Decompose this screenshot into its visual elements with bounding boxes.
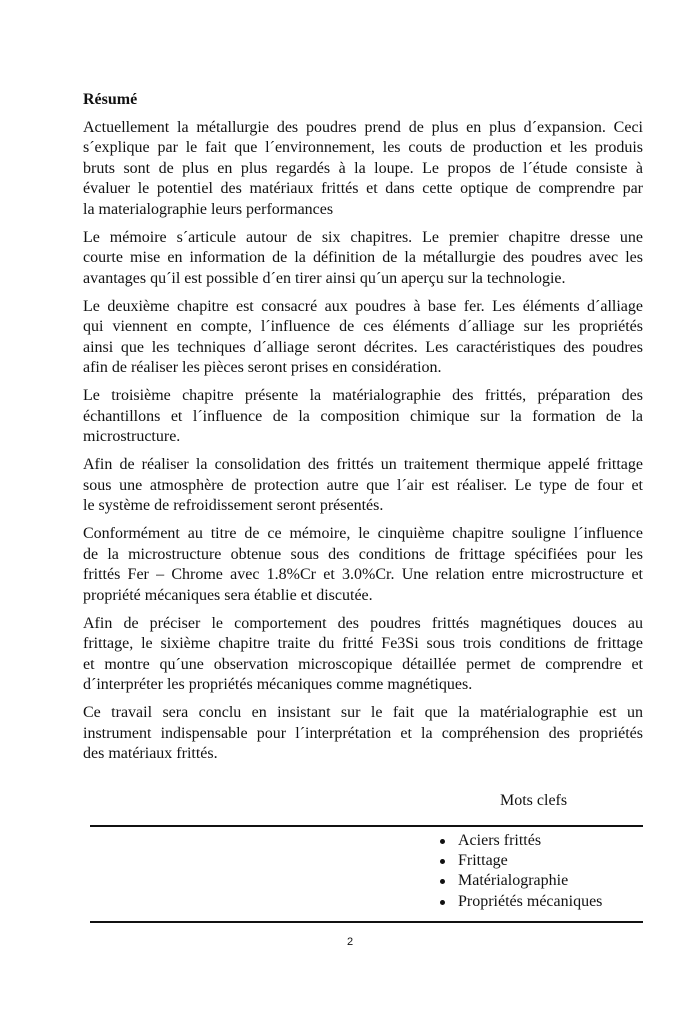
paragraph-line: Conformément au titre de ce mémoire, le cinquième chapitre souligne l´influence — [83, 525, 643, 542]
paragraph-line: microstructure. — [83, 428, 181, 445]
paragraph-line: échantillons et l´influence de la composition chimique sur la formation de la — [83, 407, 643, 425]
paragraph-line: la materialographie leurs performances — [83, 200, 334, 218]
abstract — [83, 90, 643, 772]
paragraph — [83, 297, 643, 379]
paragraph-line: Le troisième chapitre présente la matérialographie des frittés, préparation des — [83, 387, 643, 404]
paragraph-line: qui viennent en compte, l´influence de ces éléments d´alliage sur les propriétés — [83, 318, 643, 335]
paragraph — [83, 455, 643, 517]
paragraph-line: bruts sont de plus en plus regardés à la loupe. Le propos de l´étude consiste à — [83, 159, 643, 177]
paragraph-line: des matériaux frittés. — [83, 745, 218, 762]
paragraph-line: et montre qu´une observation microscopique détaillée permet de comprendre et — [83, 655, 643, 673]
divider-bottom — [90, 921, 643, 923]
paragraph-line: évaluer le potentiel des matériaux frittés et dans cette optique de comprendre par — [83, 180, 643, 197]
paragraph-line: Afin de réaliser la consolidation des frittés un traitement thermique appelé frittage — [83, 456, 643, 473]
divider-top — [90, 825, 643, 827]
paragraph — [83, 703, 643, 765]
page-number: 2 — [346, 936, 354, 948]
abstract-heading: Résumé — [83, 91, 138, 108]
paragraph-line: ainsi que les techniques d´alliage seront décrites. Les caractéristiques des poudres — [83, 338, 643, 356]
paragraph — [83, 118, 643, 221]
keyword-item: Aciers frittés — [440, 831, 602, 851]
paragraph-line: Ce travail sera conclu en insistant sur le fait que la matérialographie est un — [83, 704, 643, 721]
paragraph-line: le système de refroidissement seront présentés. — [83, 497, 384, 514]
abstract-body — [83, 118, 643, 765]
paragraph — [83, 524, 643, 606]
paragraph-line: propriété mécaniques sera établie et discutée. — [83, 586, 373, 604]
paragraph — [83, 386, 643, 448]
paragraph — [83, 614, 643, 696]
paragraph-line: Actuellement la métallurgie des poudres prend de plus en plus d´expansion. Ceci — [83, 118, 643, 136]
paragraph-line: Le deuxième chapitre est consacré aux poudres à base fer. Les éléments d´alliage — [83, 297, 643, 315]
keyword-item: Propriétés mécaniques — [440, 892, 602, 912]
paragraph-line: courte mise en information de la définition de la métallurgie des poudres avec les — [83, 249, 643, 266]
paragraph-line: frittés Fer – Chrome avec 1.8%Cr et 3.0%Cr. Une relation entre microstructure et — [83, 566, 643, 583]
paragraph-line: sous une atmosphère de protection autre que l´air est réaliser. Le type de four et — [83, 476, 643, 494]
paragraph-line: afin de réaliser les pièces seront prises en considération. — [83, 359, 442, 376]
paragraph — [83, 228, 643, 290]
keywords-title: Mots clefs — [500, 792, 568, 809]
keywords-list — [440, 831, 602, 912]
keyword-item: Matérialographie — [440, 871, 602, 891]
paragraph-line: frittage, le sixième chapitre traite du fritté Fe3Si sous trois conditions de frittage — [83, 635, 643, 652]
paragraph-line: d´interpréter les propriétés mécaniques comme magnétiques. — [83, 676, 473, 693]
keyword-item: Frittage — [440, 851, 602, 871]
paragraph-line: avantages qu´il est possible d´en tirer ainsi qu´un aperçu sur la technologie. — [83, 269, 566, 287]
paragraph-line: s´explique par le fait que l´environnement, les couts de production et les produis — [83, 139, 643, 156]
paragraph-line: Le mémoire s´articule autour de six chapitres. Le premier chapitre dresse une — [83, 228, 643, 246]
paragraph-line: de la microstructure obtenue sous des conditions de frittage spécifiées pour les — [83, 545, 643, 563]
paragraph-line: instrument indispensable pour l´interprétation et la compréhension des propriétés — [83, 724, 643, 742]
paragraph-line: Afin de préciser le comportement des poudres frittés magnétiques douces au — [83, 614, 643, 632]
